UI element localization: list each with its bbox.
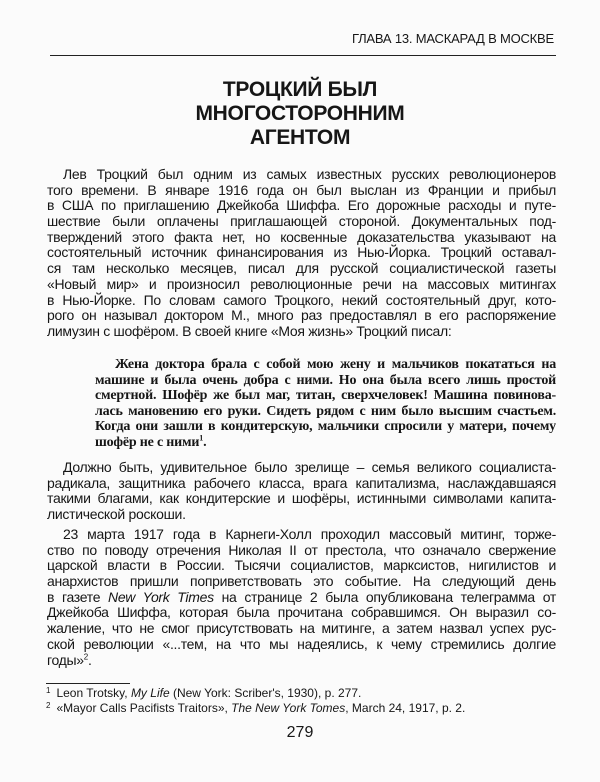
text-line	[95, 419, 556, 435]
text-line	[47, 637, 556, 653]
running-head: ГЛАВА 13. МАСКАРАД В МОСКВЕ	[351, 31, 554, 46]
text-line	[47, 183, 556, 199]
text-run: Джейкоба Шиффа, которая была прочитана собравшимся. Он выразил со-	[47, 604, 556, 621]
footnote-ref: 1	[199, 433, 204, 443]
text-line	[47, 558, 556, 574]
text-line	[47, 527, 556, 543]
text-run: смертной. Шофёр же был маг, титан, сверхчеловек! Машина повинова-	[95, 388, 556, 404]
text-run: машине и была очень добра с ними. Но она была всего лишь простой	[95, 372, 556, 388]
text-run: рого он называл доктором М., много раз предоставлял в его распоряжение	[47, 307, 556, 324]
text-line	[95, 435, 556, 451]
title-line: ТРОЦКИЙ БЫЛ	[222, 78, 378, 101]
text-run: в газете	[47, 588, 109, 605]
text-line	[47, 324, 556, 340]
chapter-section-title	[0, 78, 600, 150]
text-line	[47, 590, 556, 606]
italic-text: New York Times	[108, 588, 214, 605]
text-run: жаление, что не смог присутствовать на митинге, а затем назвал успех рус-	[47, 620, 556, 637]
text-run: Leon Trotsky,	[56, 686, 131, 700]
text-run: , March 24, 1917, p. 2.	[345, 701, 466, 715]
text-run: того времени. В январе 1916 года он был выслан из Франции и прибыл	[47, 181, 556, 198]
text-run: тверждений этого факта нет, но косвенные доказательства указывают на	[47, 228, 556, 245]
text-run: ся там несколько месяцев, писал для русской социалистической газеты	[47, 260, 556, 277]
footnote	[46, 686, 465, 701]
text-run: ство по поводу отречения Николая II от престола, что означало свержение	[47, 541, 556, 558]
footnote-ref: 2	[83, 651, 88, 661]
text-line	[47, 293, 556, 309]
italic-text: My Life	[130, 686, 170, 700]
footnotes	[46, 686, 465, 716]
text-line	[47, 543, 556, 559]
text-line	[47, 198, 556, 214]
italic-text: The New York Tomes	[231, 701, 346, 715]
text-run: Когда они зашли в кондитерскую, мальчики спросили у матери, почему	[95, 419, 556, 435]
text-run: .	[87, 651, 92, 668]
text-run: ской революции «...тем, на что мы надеялись, к чему стремились долгие	[47, 635, 556, 652]
text-run: листической роскоши.	[47, 506, 186, 523]
paragraph-3	[47, 527, 556, 668]
text-run: состоятельный источник финансирования из Нью-Йорка. Троцкий оставал-	[47, 244, 556, 261]
text-line	[95, 357, 556, 373]
text-run: годы»	[47, 651, 84, 668]
title-line: АГЕНТОМ	[249, 126, 351, 149]
text-run: царской власти в России. Тысячи социалистов, марксистов, нигилистов и	[47, 557, 556, 574]
text-run: такими благами, как кондитерские и шофёры, истинными символами капита-	[47, 490, 556, 507]
footnote	[46, 701, 465, 716]
text-run: Лев Троцкий был одним из самых известных русских революционеров	[63, 166, 556, 182]
text-line	[95, 388, 556, 404]
footnote-ref: 1	[46, 686, 51, 695]
text-run: 23 марта 1917 года в Карнеги-Холл проходил массовый митинг, торже-	[63, 526, 556, 542]
text-run: Должно быть, удивительное было зрелище – семья великого социалиста-	[63, 459, 556, 475]
paragraph-2	[47, 460, 556, 523]
text-line	[47, 277, 556, 293]
footnote-ref: 2	[46, 701, 51, 710]
text-line	[47, 605, 556, 621]
text-run: анархистов пришли поприветствовать это событие. На следующий день	[47, 573, 556, 590]
text-run: лась мановению его руки. Сидеть рядом с ним было высшим счастьем.	[95, 403, 556, 419]
text-run: радикала, защитника рабочего класса, врага капитализма, наслаждавшаяся	[47, 474, 556, 491]
block-quote	[95, 357, 556, 451]
text-line	[47, 621, 556, 637]
text-run: .	[203, 434, 207, 450]
text-line	[47, 261, 556, 277]
paragraph-1	[47, 167, 556, 340]
text-run: «Mayor Calls Pacifists Traitors»,	[56, 701, 232, 715]
text-line	[47, 214, 556, 230]
text-line	[47, 653, 556, 669]
text-run: шествие были оплачены приглашающей стороной. Документальных под-	[47, 213, 556, 230]
footnote-rule	[46, 683, 130, 684]
text-run: лимузин с шофёром. В своей книге «Моя жизнь» Троцкий писал:	[47, 322, 452, 339]
text-run: «Новый мир» и произносил революционные речи на массовых митингах	[47, 275, 556, 292]
header-rule	[50, 55, 556, 56]
text-run: на странице 2 была опубликована телеграмма от	[213, 588, 556, 605]
text-line	[47, 476, 556, 492]
text-run: Жена доктора брала с собой мою жену и мальчиков покататься на	[115, 357, 556, 372]
text-run: (New York: Scriber's, 1930), p. 277.	[169, 686, 362, 700]
text-run: в Нью-Йорке. По словам самого Троцкого, некий состоятельный друг, кото-	[47, 291, 556, 308]
text-line	[47, 491, 556, 507]
text-run: в США по приглашению Джейкоба Шиффа. Его дорожные расходы и путе-	[47, 197, 556, 214]
text-line	[47, 167, 556, 183]
text-line	[95, 404, 556, 420]
text-line	[47, 507, 556, 523]
text-line	[47, 574, 556, 590]
page-number: 279	[286, 724, 314, 741]
text-run: шофёр не с ними	[95, 434, 200, 450]
text-line	[95, 373, 556, 389]
text-line	[47, 308, 556, 324]
text-line	[47, 245, 556, 261]
text-line	[47, 460, 556, 476]
title-line: МНОГОСТОРОННИМ	[195, 102, 405, 125]
